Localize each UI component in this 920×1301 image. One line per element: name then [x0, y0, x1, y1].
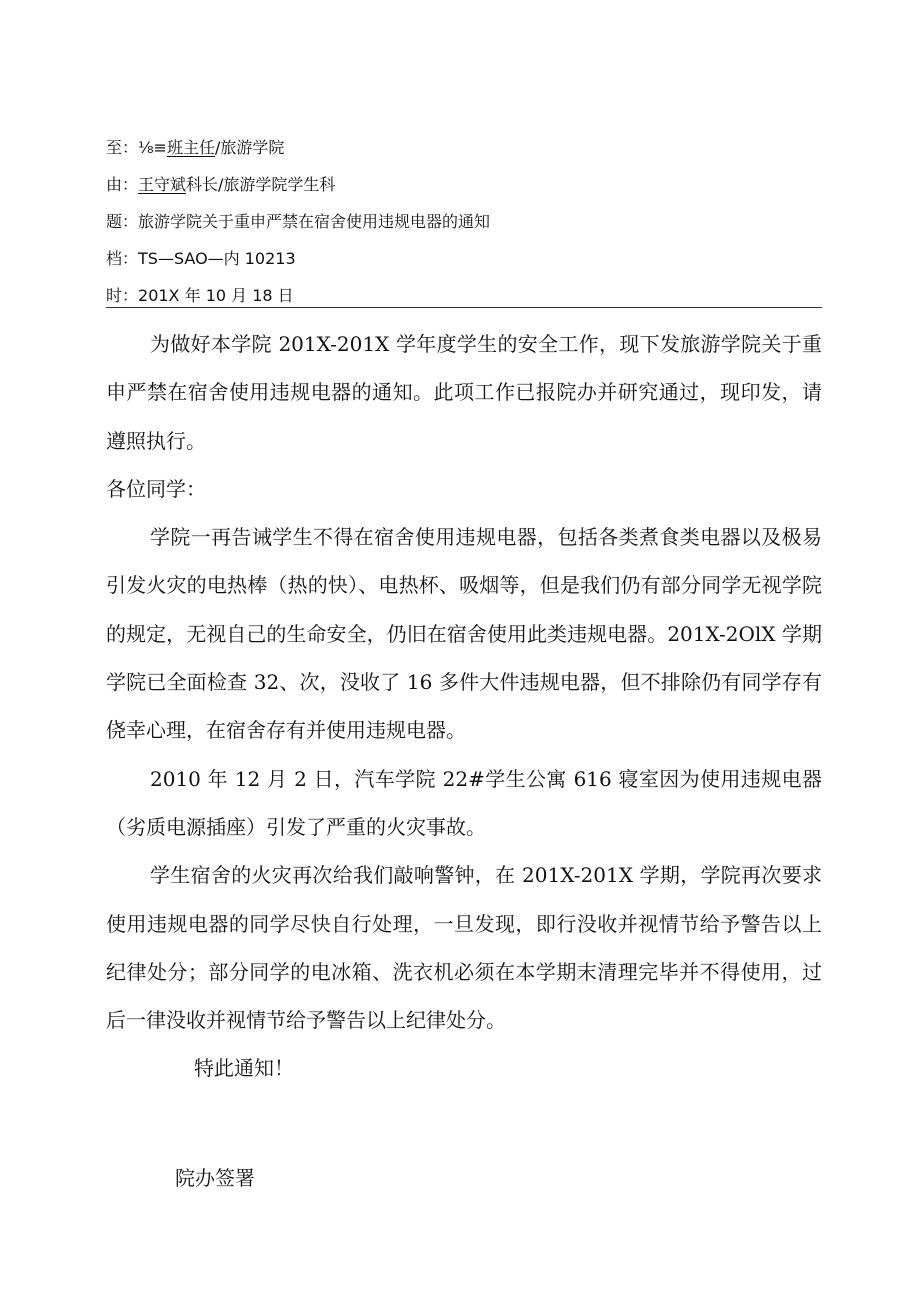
from-sender-dept: 科长/旅游学院学生科 — [186, 175, 336, 194]
date-text: 201X 年 10 月 18 日 — [138, 286, 294, 305]
to-recipient-dept: /旅游学院 — [214, 138, 285, 157]
to-label: 至： — [106, 138, 139, 157]
file-number: TS—SAO—内 10213 — [138, 249, 296, 268]
date-line — [106, 281, 822, 318]
subject-line — [106, 207, 822, 244]
file-line — [106, 244, 822, 281]
memo-header — [106, 133, 822, 318]
signature: 院办签署 — [175, 1166, 255, 1190]
subject-text: 旅游学院关于重申严禁在宿舍使用违规电器的通知 — [138, 212, 491, 231]
date-label: 时： — [106, 286, 139, 305]
salutation: 各位同学： — [106, 476, 206, 501]
intro-paragraph: 为做好本学院 201X-201X 学年度学生的安全工作，现下发旅游学院关于重申严禁在宿舍使用违规电器的通知。此项工作已报院办并研究通过，现印发，请遵照执行。 — [106, 332, 822, 453]
to-line — [106, 133, 822, 170]
to-recipient-role: 班主任 — [166, 138, 215, 157]
body-paragraph-3: 学生宿舍的火灾再次给我们敲响警钟，在 201X-201X 学期，学院再次要求使用违规电器的同学尽快自行处理，一旦发现，即行没收并视情节给予警告以上纪律处分；部分同学的电冰箱、洗衣机必须在本学期末清理完毕并不得使用，过后一律没收并视情节给予警告以上纪律处分。 — [106, 863, 822, 1033]
from-line — [106, 170, 822, 207]
from-sender-name: 王守斌 — [138, 175, 187, 194]
subject-label: 题： — [106, 212, 139, 231]
from-label: 由： — [106, 175, 139, 194]
memo-body — [106, 320, 822, 1093]
closing-line: 特此通知！ — [194, 1056, 294, 1081]
header-divider — [106, 307, 822, 308]
body-paragraph-1: 学院一再告诫学生不得在宿舍使用违规电器，包括各类煮食类电器以及极易引发火灾的电热棒（热的快）、电热杯、吸烟等，但是我们仍有部分同学无视学院的规定，无视自己的生命安全，仍旧在宿舍使用此类违规电器。201X-2OlX 学期学院已全面检查 32、次，没收了 16 多件大件违规电器，但不排除仍有同学存有侥幸心理，在宿舍存有并使用违规电器。 — [106, 525, 822, 743]
body-paragraph-2: 2010 年 12 月 2 日，汽车学院 22#学生公寓 616 寝室因为使用违规电器（劣质电源插座）引发了严重的火灾事故。 — [106, 766, 822, 839]
file-label: 档： — [106, 249, 139, 268]
to-prefix: ⅛≡ — [138, 138, 167, 157]
